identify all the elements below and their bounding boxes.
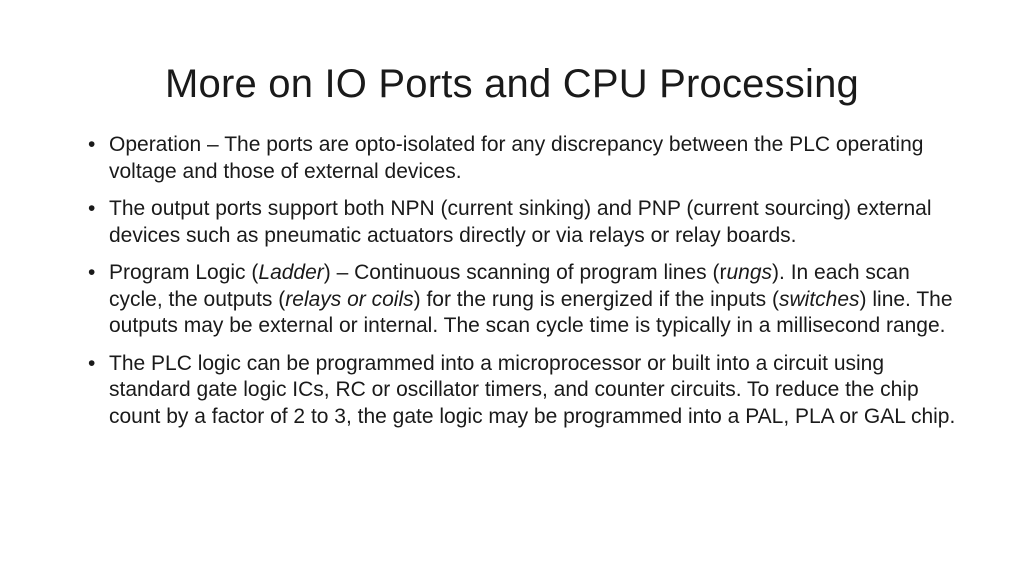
slide-title: More on IO Ports and CPU Processing [165,62,859,106]
bullet-text [109,197,932,247]
italic-term: Ladder [258,261,324,284]
bullet-marker: • [88,133,96,156]
bullet-text [109,133,923,183]
bullet-text [109,261,953,337]
bullet-text-segment: ). In each scan cycle, the outputs ( [109,261,910,311]
bullet-marker: • [88,351,96,375]
bullet-text-segment: ) for the rung is energized if the inputs ( [413,287,779,311]
bullet-text-segment: The output ports support both NPN (current sinking) and PNP (current sourcing) external devices such as pneumatic actuators directly or via relays or relay boards. [109,197,932,247]
bullet-text-segment: ) – Continuous scanning of program lines (r [323,261,727,284]
bullet-item [88,351,958,431]
italic-term: ungs [726,261,773,284]
bullet-list [88,132,958,441]
italic-term: switches [779,287,860,311]
bullet-item [88,196,958,249]
bullet-text-segment: Program Logic ( [109,261,259,284]
bullet-text-segment: The PLC logic can be programmed into a microprocessor or built into a circuit using standard gate logic ICs, RC or oscillator timers, and counter circuits. To reduce the chip count by a factor of 2 to 3, the gate logic may be programmed into a PAL, PLA or GAL chip. [109,351,956,428]
bullet-marker: • [88,197,96,220]
italic-term: relays or coils [285,287,414,311]
bullet-item [88,132,958,185]
bullet-text-segment: ) line. The outputs may be external or internal. The scan cycle time is typically in a millisecond range. [109,287,953,337]
bullet-item [88,260,958,340]
bullet-marker: • [88,261,96,284]
bullet-text [109,352,955,428]
bullet-text-segment: Operation – The ports are opto-isolated for any discrepancy between the PLC operating voltage and those of external devices. [109,133,924,183]
